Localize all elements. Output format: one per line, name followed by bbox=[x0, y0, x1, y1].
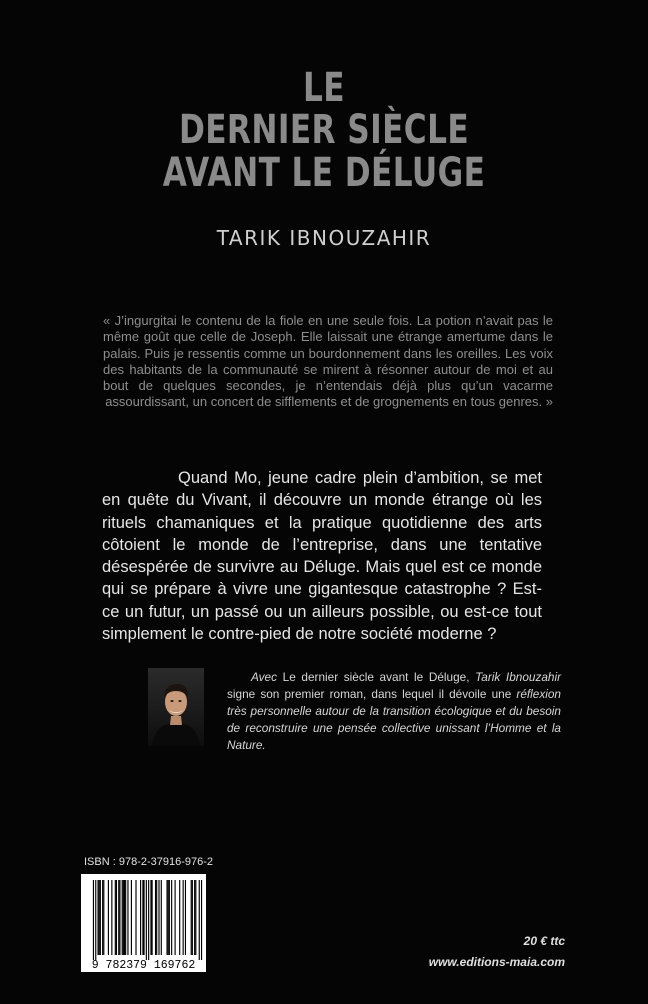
bio-book-title: Le dernier siècle avant le Déluge, bbox=[282, 670, 470, 684]
bio-rest: réflexion très personnelle autour de la transition écologique et du besoin de reconstruire une pensée collective unissant l’Homme et la Nature. bbox=[227, 687, 561, 752]
barcode-bar bbox=[102, 880, 103, 955]
barcode-bar bbox=[191, 880, 192, 955]
barcode-bar bbox=[169, 880, 170, 955]
price: 20 € ttc bbox=[523, 934, 565, 948]
bio-avec: Avec bbox=[251, 670, 278, 684]
author-name: TARIK IBNOUZAHIR bbox=[216, 226, 432, 250]
author-photo bbox=[148, 668, 204, 746]
barcode-bar bbox=[175, 880, 176, 955]
barcode-bar bbox=[122, 880, 123, 955]
barcode-bar bbox=[194, 880, 195, 955]
barcode-graphic bbox=[81, 874, 206, 972]
bio-mid: signe son premier roman, dans lequel il dévoile une bbox=[227, 687, 512, 701]
barcode-bar bbox=[135, 880, 136, 955]
book-excerpt: « J’ingurgitai le contenu de la fiole en une seule fois. La potion n’avait pas le même goût que celle de Joseph. Elle laissait une étrange amertume dans le palais. Puis je ressentis comme un bourdonnement dans les oreilles. Les voix des habitants de la communauté se mirent à résonner autour de moi et au bout de quelques secondes, je n’entendais déjà plus qu’un vacarme assourdissant, un concert de sifflements et de grognements en tous genres. » bbox=[103, 313, 553, 410]
barcode-bar bbox=[125, 880, 126, 955]
barcode-bar bbox=[140, 880, 141, 955]
book-title-line-2: DERNIER SIÈCLE bbox=[178, 107, 470, 153]
barcode-bar bbox=[158, 880, 159, 955]
barcode-bar bbox=[168, 880, 169, 955]
barcode-bar bbox=[156, 880, 157, 955]
barcode-bar bbox=[179, 880, 180, 955]
barcode-bar bbox=[150, 880, 151, 955]
barcode-bar bbox=[111, 880, 112, 955]
barcode-bar bbox=[152, 880, 153, 955]
barcode-bar bbox=[192, 880, 193, 955]
barcode-bar bbox=[146, 880, 147, 960]
barcode-bar bbox=[166, 880, 167, 955]
barcode-bar bbox=[201, 880, 202, 960]
barcode-bar bbox=[185, 880, 186, 955]
barcode-bar bbox=[142, 880, 143, 955]
barcode-bar bbox=[99, 880, 100, 955]
barcode-bar bbox=[108, 880, 109, 955]
barcode-bar bbox=[97, 880, 98, 955]
barcode-bar bbox=[143, 880, 144, 955]
barcode-bar bbox=[123, 880, 124, 955]
barcode-bar bbox=[115, 880, 116, 955]
isbn-text: ISBN : 978-2-37916-976-2 bbox=[84, 856, 214, 868]
barcode-bar bbox=[183, 880, 184, 955]
barcode-bar bbox=[103, 880, 104, 955]
book-title-line-1: LE bbox=[303, 65, 345, 111]
barcode-bar bbox=[148, 880, 149, 960]
barcode-bar bbox=[171, 880, 172, 955]
barcode-bar bbox=[155, 880, 156, 955]
author-portrait-image bbox=[148, 668, 204, 746]
barcode-bar bbox=[131, 880, 132, 955]
barcode bbox=[81, 874, 206, 972]
book-title-line-3: AVANT LE DÉLUGE bbox=[162, 150, 486, 196]
barcode-bar bbox=[119, 880, 120, 955]
barcode-bar bbox=[127, 880, 128, 955]
barcode-bar bbox=[199, 880, 200, 960]
barcode-bar bbox=[124, 880, 125, 955]
bio-author-name: Tarik Ibnouzahir bbox=[475, 670, 562, 684]
barcode-bar bbox=[116, 880, 117, 955]
barcode-bar bbox=[118, 880, 119, 955]
barcode-bar bbox=[93, 880, 94, 960]
book-synopsis: Quand Mo, jeune cadre plein d’ambition, se met en quête du Vivant, il découvre un monde étrange où les rituels chamaniques et la pratique quotidienne des arts côtoient le monde de l’entreprise, dans une tentative désespérée de survivre au Déluge. Mais quel est ce monde qui se prépare à vivre une gigantesque catastrophe ? Est-ce un futur, un passé ou un ailleurs possible, ou est-ce tout simplement le contre-pied de notre société moderne ? bbox=[102, 469, 542, 644]
barcode-bar bbox=[100, 880, 101, 955]
author-bio bbox=[227, 669, 561, 754]
barcode-bar bbox=[161, 880, 162, 955]
publisher-website: www.editions-maia.com bbox=[428, 955, 565, 969]
barcode-bar bbox=[95, 880, 96, 960]
barcode-digits: 9 782379 169762 bbox=[91, 959, 196, 972]
barcode-bar bbox=[195, 880, 196, 955]
